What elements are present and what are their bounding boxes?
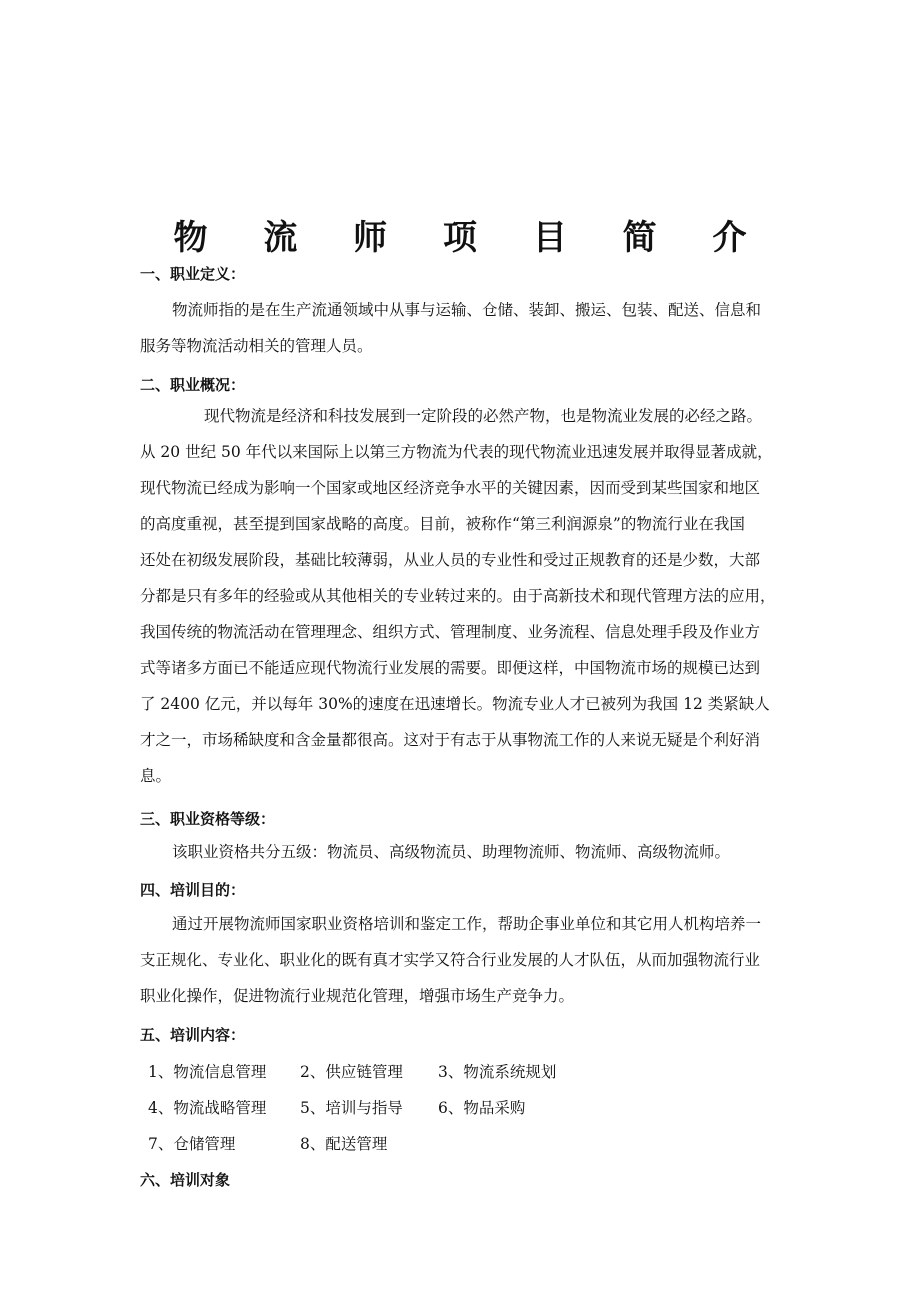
training-item: 8、配送管理	[300, 1135, 388, 1153]
section-paragraph	[140, 292, 790, 364]
section-heading: 四、培训目的：	[140, 881, 246, 899]
section-heading: 一、职业定义：	[140, 265, 246, 283]
training-item: 1、物流信息管理	[148, 1063, 267, 1081]
section-heading: 五、培训内容：	[140, 1026, 246, 1044]
paragraph-line: 职业化操作，促进物流行业规范化管理，增强市场生产竞争力。	[140, 987, 575, 1005]
paragraph-line: 通过开展物流师国家职业资格培训和鉴定工作，帮助企事业单位和其它用人机构培养一	[172, 915, 762, 933]
training-item: 4、物流战略管理	[148, 1099, 267, 1117]
training-item: 2、供应链管理	[300, 1063, 403, 1081]
section-paragraph	[140, 906, 790, 1014]
paragraph-line: 支正规化、专业化、职业化的既有真才实学又符合行业发展的人才队伍，从而加强物流行业	[140, 951, 761, 969]
paragraph-line: 我国传统的物流活动在管理理念、组织方式、管理制度、业务流程、信息处理手段及作业方	[140, 623, 761, 641]
document-title: 物 流 师 项 目 简 介	[173, 218, 769, 258]
paragraph-line: 现代物流是经济和科技发展到一定阶段的必然产物，也是物流业发展的必经之路。	[204, 407, 763, 425]
training-item: 3、物流系统规划	[438, 1063, 557, 1081]
section-heading: 二、职业概况：	[140, 376, 246, 394]
section-heading: 三、职业资格等级：	[140, 810, 276, 828]
paragraph-line: 服务等物流活动相关的管理人员。	[140, 337, 373, 355]
paragraph-line: 物流师指的是在生产流通领域中从事与运输、仓储、装卸、搬运、包装、配送、信息和	[172, 301, 762, 319]
paragraph-line: 该职业资格共分五级：物流员、高级物流员、助理物流师、物流师、高级物流师。	[172, 843, 731, 861]
paragraph-line: 现代物流已经成为影响一个国家或地区经济竞争水平的关键因素，因而受到某些国家和地区	[140, 479, 761, 497]
paragraph-line: 从 20 世纪 50 年代以来国际上以第三方物流为代表的现代物流业迅速发展并取得显著成就，	[140, 443, 773, 461]
training-item: 7、仓储管理	[148, 1135, 236, 1153]
paragraph-line: 息。	[140, 767, 172, 785]
paragraph-line: 的高度重视，甚至提到国家战略的高度。目前，被称作“第三利润源泉”的物流行业在我国	[140, 515, 745, 533]
paragraph-line: 式等诸多方面已不能适应现代物流行业发展的需要。即便这样，中国物流市场的规模已达到	[140, 659, 761, 677]
paragraph-line: 了 2400 亿元，并以每年 30%的速度在迅速增长。物流专业人才已被列为我国 12 类紧缺人	[140, 695, 770, 713]
paragraph-line: 分都是只有多年的经验或从其他相关的专业转过来的。由于高新技术和现代管理方法的应用，	[140, 587, 776, 605]
section-heading: 六、培训对象	[140, 1171, 231, 1189]
training-item: 5、培训与指导	[300, 1099, 403, 1117]
training-item: 6、物品采购	[438, 1099, 526, 1117]
paragraph-line: 还处在初级发展阶段，基础比较薄弱，从业人员的专业性和受过正规教育的还是少数，大部	[140, 551, 761, 569]
paragraph-line: 才之一，市场稀缺度和含金量都很高。这对于有志于从事物流工作的人来说无疑是个利好消	[140, 731, 761, 749]
section-paragraph	[140, 834, 790, 870]
section-paragraph	[140, 398, 790, 794]
